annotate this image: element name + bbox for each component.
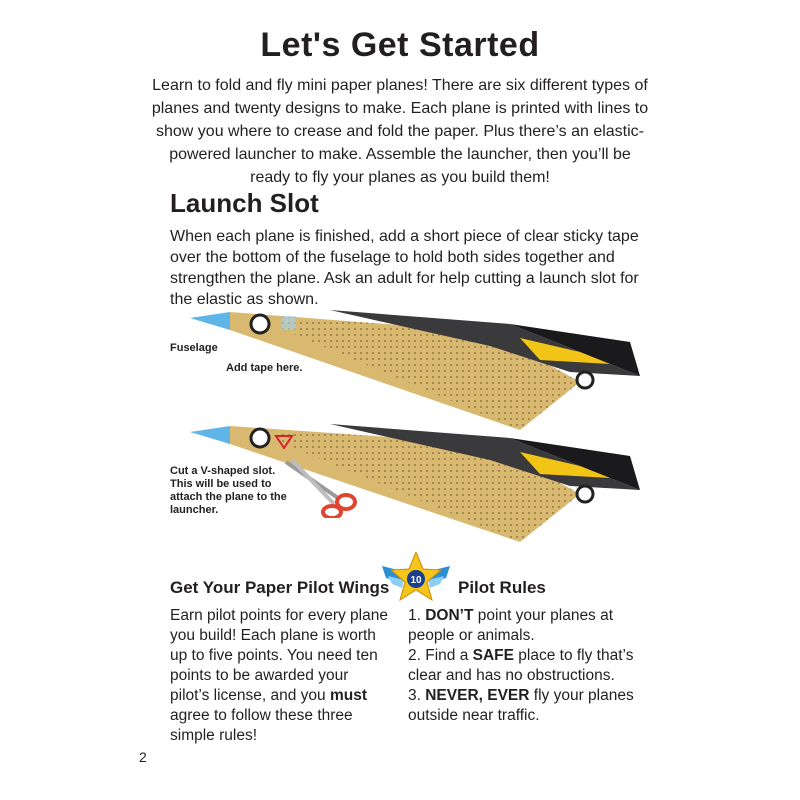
badge-number: 10 xyxy=(410,575,422,586)
launch-slot-heading: Launch Slot xyxy=(170,188,319,218)
v-slot-callout: Cut a V-shaped slot. This will be used to attach the plane to the launcher. xyxy=(170,465,287,516)
page-number: 2 xyxy=(139,749,147,765)
pilot-rules-heading: Pilot Rules xyxy=(458,578,546,597)
intro-paragraph: Learn to fold and fly mini paper planes! There are six different types of planes and twenty designs to make. Each plane is printed with lines to show you where to crease and fold the paper. Plus there’s an elastic-powered launcher to make. Assemble the launcher, then you’ll be ready to fly your planes as you build them! xyxy=(151,77,649,186)
star-wings-badge-icon xyxy=(380,552,452,608)
pilot-wings-heading: Get Your Paper Pilot Wings xyxy=(170,578,390,597)
rule-1: 1. DON’T point your planes at people or animals. xyxy=(408,607,614,644)
rule-3: 3. NEVER, EVER fly your planes outside near traffic. xyxy=(408,687,634,724)
launch-slot-text: When each plane is finished, add a short piece of clear sticky tape over the bottom of the fuselage to hold both sides together and strengthen the plane. Ask an adult for help cutting a launch slot for the elastic as shown. xyxy=(170,228,639,308)
must-emphasis: must xyxy=(329,687,368,704)
plane-nose xyxy=(190,312,230,330)
scissors-icon xyxy=(282,458,362,518)
fuselage-callout: Fuselage xyxy=(170,342,218,354)
pilot-wings-text: Earn pilot points for every plane you build! Each plane is worth up to five points. You need ten points to be awarded your pilot’s license, and you must agree to follow these three simple rules! xyxy=(170,607,388,744)
add-tape-callout: Add tape here. xyxy=(226,362,303,374)
plane-logo xyxy=(251,315,269,333)
rule-2: 2. Find a SAFE place to fly that’s clear and has no obstructions. xyxy=(408,647,634,684)
page-title: Let's Get Started xyxy=(260,26,540,64)
pilot-rules-list xyxy=(408,606,658,726)
